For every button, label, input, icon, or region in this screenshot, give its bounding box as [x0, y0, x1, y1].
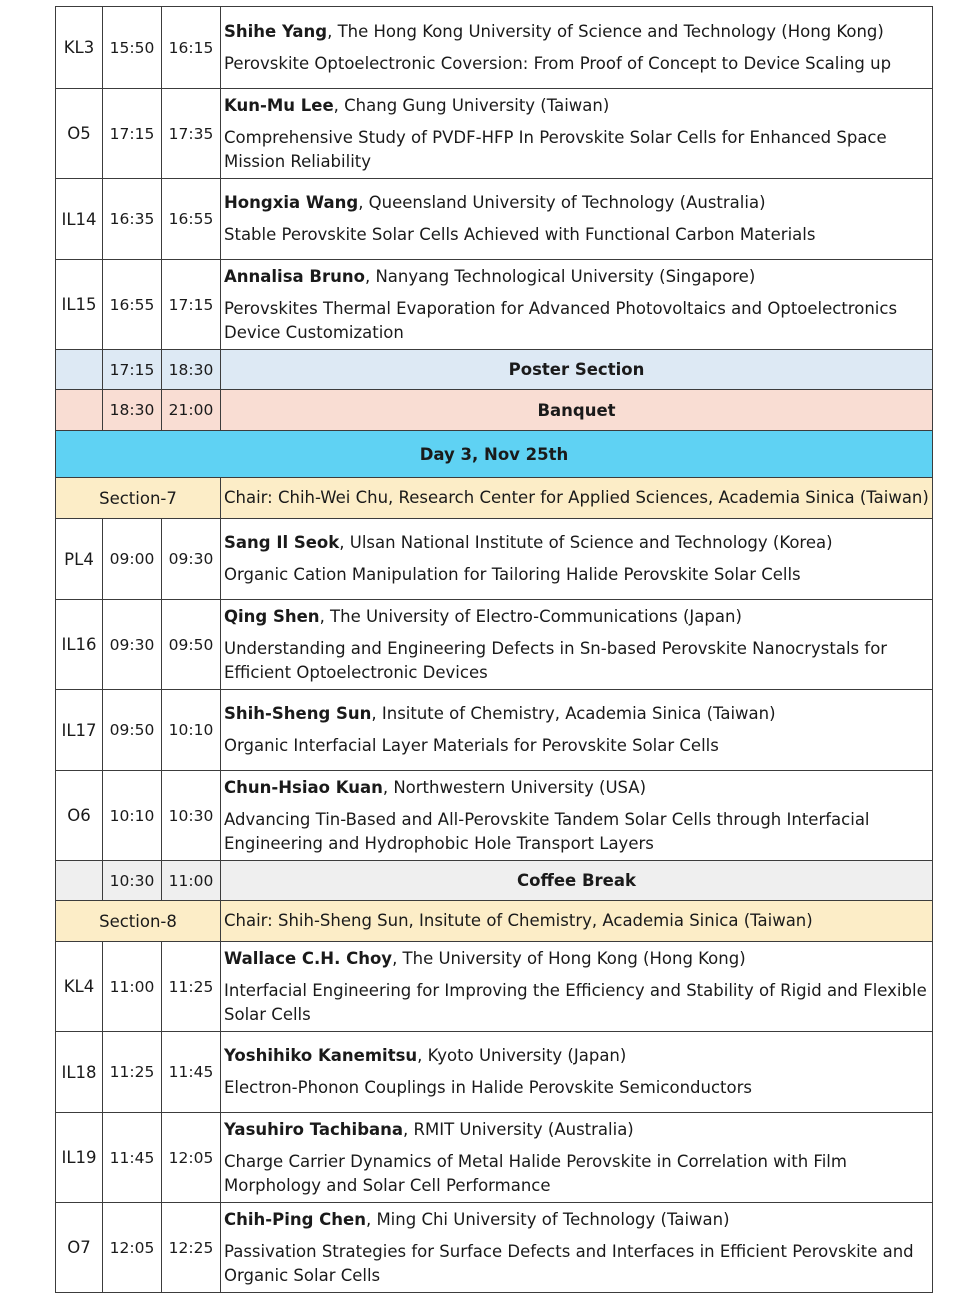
talk-title: Organic Cation Manipulation for Tailoring Halide Perovskite Solar Cells [224, 565, 801, 584]
start-time: 16:35 [103, 179, 162, 260]
talk-title: Perovskite Optoelectronic Coversion: From Proof of Concept to Device Scaling up [224, 53, 892, 73]
speaker-affiliation: , Nanyang Technological University (Singapore) [364, 266, 756, 286]
talk-details [221, 771, 933, 861]
speaker-line [224, 1208, 929, 1232]
talk-row [56, 771, 933, 861]
start-time: 09:00 [103, 519, 162, 600]
end-time: 16:55 [162, 179, 221, 260]
speaker-name: Hongxia Wang [224, 193, 359, 212]
speaker-name: Yoshihiko Kanemitsu [224, 1046, 418, 1065]
speaker-name: Chun-Hsiao Kuan [224, 777, 383, 797]
speaker-name: Wallace C.H. Choy [224, 948, 393, 968]
end-time: 11:45 [162, 1032, 221, 1113]
talk-row [56, 942, 933, 1032]
start-time: 17:15 [103, 350, 162, 390]
speaker-name: Shihe Yang [224, 21, 328, 41]
end-time: 09:30 [162, 519, 221, 600]
talk-title: Comprehensive Study of PVDF-HFP In Perovskite Solar Cells for Enhanced Space Mission Reliability [224, 127, 887, 171]
speaker-affiliation: , Insitute of Chemistry, Academia Sinica (Taiwan) [371, 704, 776, 723]
speaker-affiliation: , Ming Chi University of Technology (Taiwan) [365, 1209, 730, 1229]
speaker-line [224, 947, 929, 971]
speaker-name: Shih-Sheng Sun [224, 704, 372, 723]
start-time: 18:30 [103, 390, 162, 431]
talk-details [221, 1032, 933, 1113]
session-code: IL14 [56, 179, 103, 260]
session-code-empty [56, 390, 103, 431]
talk-details [221, 1113, 933, 1203]
talk-details [221, 1203, 933, 1293]
talk-title: Passivation Strategies for Surface Defects and Interfaces in Efficient Perovskite and Organic Solar Cells [224, 1241, 914, 1285]
talk-details [221, 690, 933, 771]
talk-details [221, 260, 933, 350]
talk-row [56, 600, 933, 690]
end-time: 11:00 [162, 861, 221, 901]
session-code: IL19 [56, 1113, 103, 1203]
end-time: 11:25 [162, 942, 221, 1032]
talk-title: Perovskites Thermal Evaporation for Advanced Photovoltaics and Optoelectronics Device Customization [224, 298, 898, 342]
speaker-affiliation: , Ulsan National Institute of Science and Technology (Korea) [339, 533, 833, 552]
start-time: 12:05 [103, 1203, 162, 1293]
event-row [56, 861, 933, 901]
end-time: 17:35 [162, 89, 221, 179]
end-time: 12:05 [162, 1113, 221, 1203]
speaker-affiliation: , The University of Hong Kong (Hong Kong) [392, 948, 746, 968]
talk-row [56, 7, 933, 89]
talk-title: Electron-Phonon Couplings in Halide Perovskite Semiconductors [224, 1078, 752, 1097]
section-label: Section-7 [56, 478, 221, 519]
start-time: 11:25 [103, 1032, 162, 1113]
start-time: 17:15 [103, 89, 162, 179]
end-time: 21:00 [162, 390, 221, 431]
talk-row [56, 1203, 933, 1293]
talk-details [221, 942, 933, 1032]
speaker-name: Kun-Mu Lee [224, 95, 334, 115]
talk-row [56, 179, 933, 260]
talk-details [221, 7, 933, 89]
end-time: 10:10 [162, 690, 221, 771]
end-time: 12:25 [162, 1203, 221, 1293]
session-code: IL17 [56, 690, 103, 771]
talk-title: Understanding and Engineering Defects in Sn-based Perovskite Nanocrystals for Efficient Optoelectronic Devices [224, 638, 888, 682]
talk-title: Stable Perovskite Solar Cells Achieved with Functional Carbon Materials [224, 225, 816, 244]
event-row [56, 390, 933, 431]
end-time: 09:50 [162, 600, 221, 690]
speaker-line [224, 776, 929, 800]
speaker-affiliation: , RMIT University (Australia) [403, 1119, 634, 1139]
session-code: O6 [56, 771, 103, 861]
section-row [56, 901, 933, 942]
session-code: O5 [56, 89, 103, 179]
start-time: 10:10 [103, 771, 162, 861]
speaker-affiliation: , The Hong Kong University of Science and Technology (Hong Kong) [327, 21, 884, 41]
section-row [56, 478, 933, 519]
speaker-affiliation: , Queensland University of Technology (Australia) [358, 193, 766, 212]
speaker-affiliation: , Chang Gung University (Taiwan) [333, 95, 610, 115]
session-code-empty [56, 861, 103, 901]
talk-details [221, 600, 933, 690]
speaker-affiliation: , The University of Electro-Communications (Japan) [319, 606, 742, 626]
session-code: IL15 [56, 260, 103, 350]
talk-title: Charge Carrier Dynamics of Metal Halide Perovskite in Correlation with Film Morphology and Solar Cell Performance [224, 1151, 847, 1195]
speaker-line [224, 191, 929, 215]
end-time: 10:30 [162, 771, 221, 861]
section-chair: Chair: Chih-Wei Chu, Research Center for Applied Sciences, Academia Sinica (Taiwan) [221, 478, 933, 519]
talk-details [221, 519, 933, 600]
start-time: 11:45 [103, 1113, 162, 1203]
event-label: Poster Section [221, 350, 933, 390]
talk-row [56, 1113, 933, 1203]
end-time: 17:15 [162, 260, 221, 350]
start-time: 15:50 [103, 7, 162, 89]
speaker-line [224, 94, 929, 118]
talk-row [56, 690, 933, 771]
session-code: IL18 [56, 1032, 103, 1113]
speaker-line [224, 20, 929, 44]
talk-details [221, 179, 933, 260]
speaker-name: Chih-Ping Chen [224, 1209, 366, 1229]
session-code: PL4 [56, 519, 103, 600]
talk-row [56, 1032, 933, 1113]
end-time: 16:15 [162, 7, 221, 89]
event-label: Coffee Break [221, 861, 933, 901]
speaker-affiliation: , Northwestern University (USA) [382, 777, 647, 797]
talk-row [56, 519, 933, 600]
talk-title: Advancing Tin-Based and All-Perovskite Tandem Solar Cells through Interfacial Engineering and Hydrophobic Hole Transport Layers [224, 809, 870, 853]
schedule-table [55, 6, 933, 1293]
speaker-line [224, 265, 929, 289]
event-row [56, 350, 933, 390]
talk-row [56, 89, 933, 179]
event-label: Banquet [221, 390, 933, 431]
speaker-line [224, 605, 929, 629]
session-code: O7 [56, 1203, 103, 1293]
talk-title: Interfacial Engineering for Improving the Efficiency and Stability of Rigid and Flexible Solar Cells [224, 980, 927, 1024]
speaker-affiliation: , Kyoto University (Japan) [417, 1046, 627, 1065]
speaker-line [224, 702, 929, 726]
speaker-name: Qing Shen [224, 606, 320, 626]
speaker-line [224, 531, 929, 555]
start-time: 10:30 [103, 861, 162, 901]
speaker-line [224, 1044, 929, 1068]
section-label: Section-8 [56, 901, 221, 942]
speaker-line [224, 1118, 929, 1142]
start-time: 09:30 [103, 600, 162, 690]
start-time: 09:50 [103, 690, 162, 771]
talk-title: Organic Interfacial Layer Materials for Perovskite Solar Cells [224, 736, 719, 755]
speaker-name: Sang Il Seok [224, 533, 340, 552]
session-code-empty [56, 350, 103, 390]
speaker-name: Yasuhiro Tachibana [224, 1119, 404, 1139]
session-code: IL16 [56, 600, 103, 690]
schedule-body [56, 7, 933, 1293]
start-time: 16:55 [103, 260, 162, 350]
talk-details [221, 89, 933, 179]
speaker-name: Annalisa Bruno [224, 266, 365, 286]
session-code: KL4 [56, 942, 103, 1032]
start-time: 11:00 [103, 942, 162, 1032]
end-time: 18:30 [162, 350, 221, 390]
section-chair: Chair: Shih-Sheng Sun, Insitute of Chemistry, Academia Sinica (Taiwan) [221, 901, 933, 942]
talk-row [56, 260, 933, 350]
session-code: KL3 [56, 7, 103, 89]
day-label: Day 3, Nov 25th [56, 431, 933, 478]
day-header-row [56, 431, 933, 478]
